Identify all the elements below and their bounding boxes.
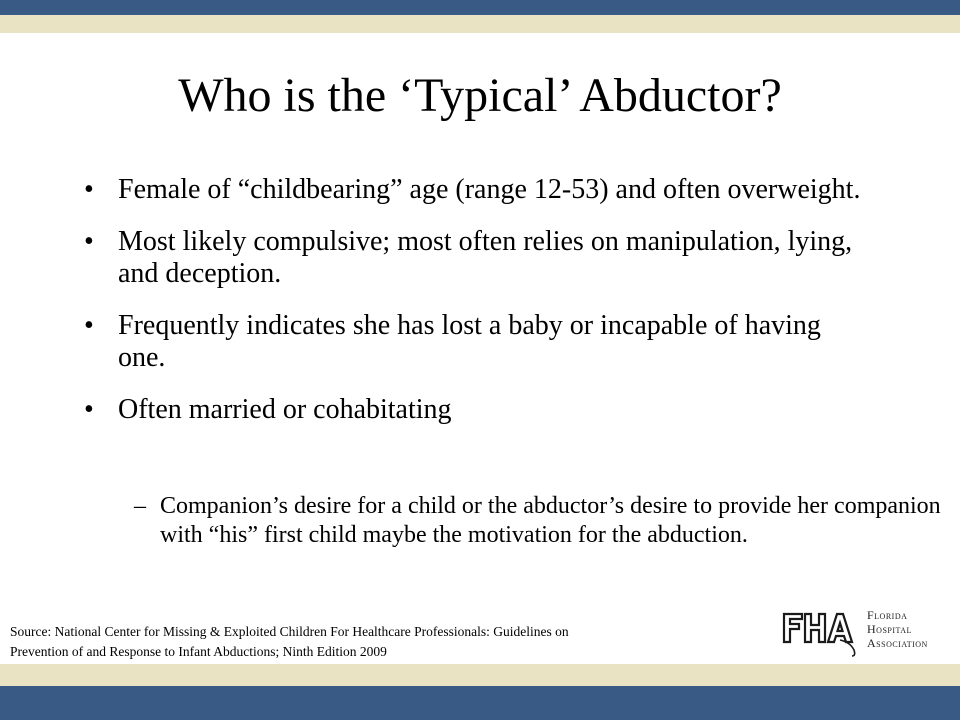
bullet-item: [84, 174, 874, 206]
bullet-marker: •: [84, 226, 94, 257]
source-line-1: Source: National Center for Missing & Exploited Children For Healthcare Professionals: Guidelines on: [10, 624, 569, 639]
fha-logo-letters: FHA: [780, 602, 783, 603]
top-tan-band: [0, 15, 960, 33]
slide-title: Who is the ‘Typical’ Abductor?: [178, 69, 782, 122]
sub-bullet-text: Companion’s desire for a child or the abductor’s desire to provide her companion with “his” first child maybe the motivation for the abduction.: [160, 493, 941, 548]
bullet-text: Female of “childbearing” age (range 12-53) and often overweight.: [118, 174, 861, 205]
bullet-item: [84, 226, 874, 290]
logo-line-association: Association: [867, 636, 928, 650]
source-line-2: Prevention of and Response to Infant Abductions; Ninth Edition 2009: [10, 644, 387, 659]
fha-logo: [780, 602, 950, 658]
bullet-marker: •: [84, 310, 94, 341]
logo-wordmark: [867, 608, 928, 650]
bullet-marker: •: [84, 394, 94, 425]
source-citation: [10, 622, 730, 662]
top-navy-band: [0, 0, 960, 15]
sub-bullet-marker: –: [134, 493, 146, 519]
logo-line-hospital: Hospital: [867, 622, 912, 636]
bullet-item: [84, 394, 874, 426]
bullet-list: [84, 174, 874, 432]
bottom-tan-band: [0, 664, 960, 686]
bullet-item: [84, 310, 874, 374]
bullet-text: Frequently indicates she has lost a baby or incapable of having one.: [118, 310, 821, 373]
bullet-text: Often married or cohabitating: [118, 394, 452, 425]
bullet-text: Most likely compulsive; most often relies on manipulation, lying, and deception.: [118, 226, 853, 289]
bottom-navy-band: [0, 686, 960, 720]
bullet-marker: •: [84, 174, 94, 205]
logo-line-florida: Florida: [867, 608, 908, 622]
fha-logo-mark: [780, 602, 866, 658]
sub-bullet-item: [84, 492, 950, 550]
